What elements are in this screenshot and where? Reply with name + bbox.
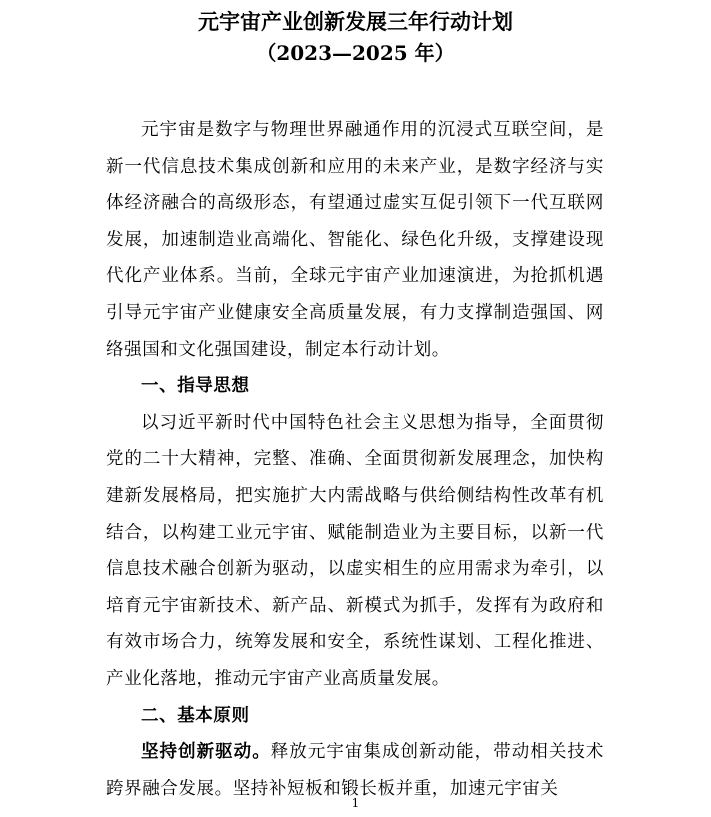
principle-text: 释放元宇宙集成创新动能，带动相关技术跨界融合发展。坚持补短板和锻长板并重，加速元宇宙关 [106,742,604,799]
section-heading-guiding-ideology: 一、指导思想 [141,376,250,397]
guiding-ideology-paragraph: 以习近平新时代中国特色社会主义思想为指导，全面贯彻党的二十大精神，完整、准确、全面贯彻新发展理念，加快构建新发展格局，把实施扩大内需战略与供给侧结构性改革有机结合，以构建工业元宇宙、赋能制造业为主要目标，以新一代信息技术融合创新为驱动，以虚实相生的应用需求为牵引，以培育元宇宙新技术、新产品、新模式为抓手，发挥有为政府和有效市场合力，统筹发展和安全，系统性谋划、工程化推进、产业化落地，推动元宇宙产业高质量发展。 [106,412,604,689]
document-title: 元宇宙产业创新发展三年行动计划 [198,9,513,34]
document-body [106,112,604,807]
principle-lead-phrase: 坚持创新驱动。 [141,742,271,763]
intro-paragraph: 元宇宙是数字与物理世界融通作用的沉浸式互联空间，是新一代信息技术集成创新和应用的未来产业，是数字经济与实体经济融合的高级形态，有望通过虚实互促引领下一代互联网发展，加速制造业高端化、智能化、绿色化升级，支撑建设现代化产业体系。当前，全球元宇宙产业加速演进，为抢抓机遇引导元宇宙产业健康安全高质量发展，有力支撑制造强国、网络强国和文化强国建设，制定本行动计划。 [106,120,604,360]
section-heading-basic-principles: 二、基本原则 [141,705,250,726]
page-number: 1 [351,796,360,810]
document-subtitle: （2023—2025 年） [256,41,455,65]
